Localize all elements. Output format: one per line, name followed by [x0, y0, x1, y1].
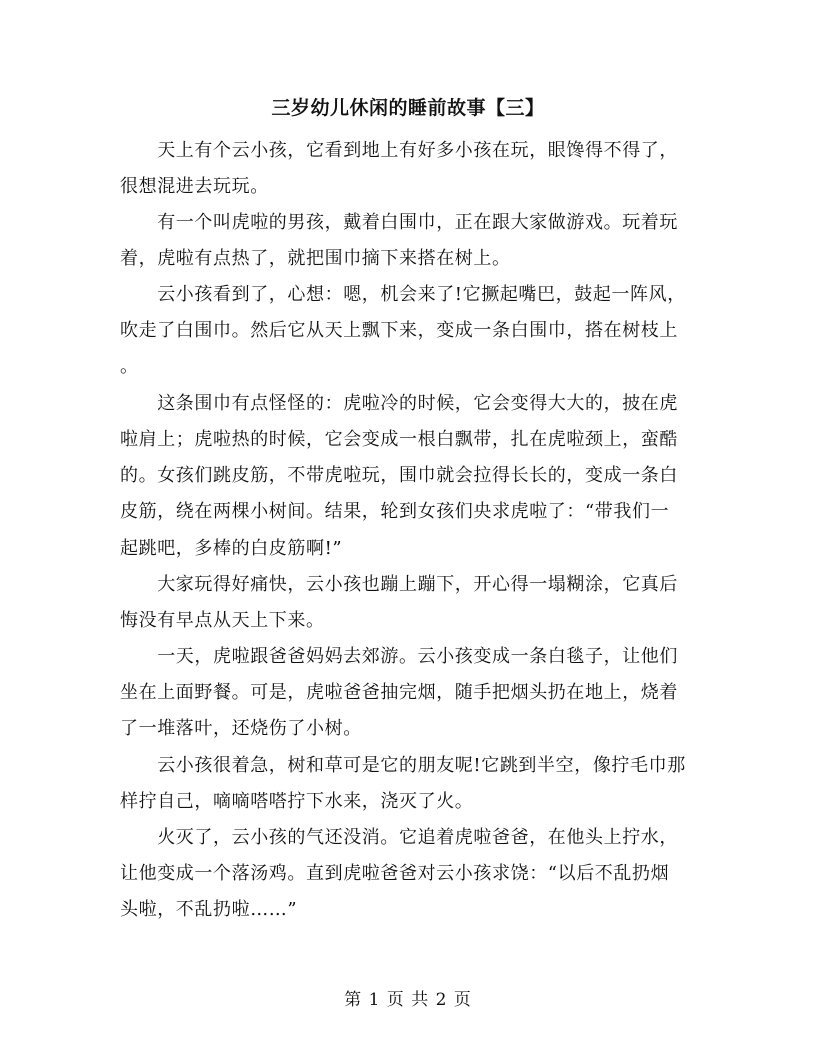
text-line: 样拧自己，嘀嘀嗒嗒拧下水来，浇灭了火。 — [120, 791, 474, 812]
text-line: 让他变成一个落汤鸡。直到虎啦爸爸对云小孩求饶：“以后不乱扔烟 — [120, 863, 670, 884]
page-number-footer: 第 1 页 共 2 页 — [344, 990, 472, 1010]
text-line: 头啦，不乱扔啦……” — [120, 899, 298, 920]
text-line: 云小孩很着急，树和草可是它的朋友呢!它跳到半空，像拧毛巾那 — [120, 755, 686, 776]
document-title: 三岁幼儿休闲的睡前故事【三】 — [271, 97, 545, 119]
text-line: 大家玩得好痛快，云小孩也蹦上蹦下，开心得一塌糊涂，它真后 — [120, 574, 678, 595]
text-line: 云小孩看到了，心想：嗯，机会来了!它撅起嘴巴，鼓起一阵风， — [120, 284, 686, 305]
text-line: 了一堆落叶，还烧伤了小树。 — [120, 718, 362, 739]
text-line: 着，虎啦有点热了，就把围巾摘下来搭在树上。 — [120, 248, 511, 269]
text-line: 。 — [120, 356, 139, 377]
text-line: 啦肩上；虎啦热的时候，它会变成一根白飘带，扎在虎啦颈上，蛮酷 — [120, 429, 678, 450]
text-line: 天上有个云小孩，它看到地上有好多小孩在玩，眼馋得不得了， — [120, 140, 678, 161]
text-line: 这条围巾有点怪怪的：虎啦冷的时候，它会变得大大的，披在虎 — [120, 393, 678, 414]
text-line: 悔没有早点从天上下来。 — [120, 610, 325, 631]
text-line: 皮筋，绕在两棵小树间。结果，轮到女孩们央求虎啦了：“带我们一 — [120, 501, 670, 522]
text-line: 的。女孩们跳皮筋，不带虎啦玩，围巾就会拉得长长的，变成一条白 — [120, 465, 678, 486]
text-line: 坐在上面野餐。可是，虎啦爸爸抽完烟，随手把烟头扔在地上，烧着 — [120, 682, 678, 703]
text-line: 有一个叫虎啦的男孩，戴着白围巾，正在跟大家做游戏。玩着玩 — [120, 212, 678, 233]
text-line: 起跳吧，多棒的白皮筋啊!” — [120, 538, 343, 559]
text-line: 一天，虎啦跟爸爸妈妈去郊游。云小孩变成一条白毯子，让他们 — [120, 646, 678, 667]
text-line: 火灭了，云小孩的气还没消。它追着虎啦爸爸，在他头上拧水， — [120, 827, 678, 848]
text-line: 吹走了白围巾。然后它从天上飘下来，变成一条白围巾，搭在树枝上 — [120, 320, 678, 341]
text-line: 很想混进去玩玩。 — [120, 176, 269, 197]
